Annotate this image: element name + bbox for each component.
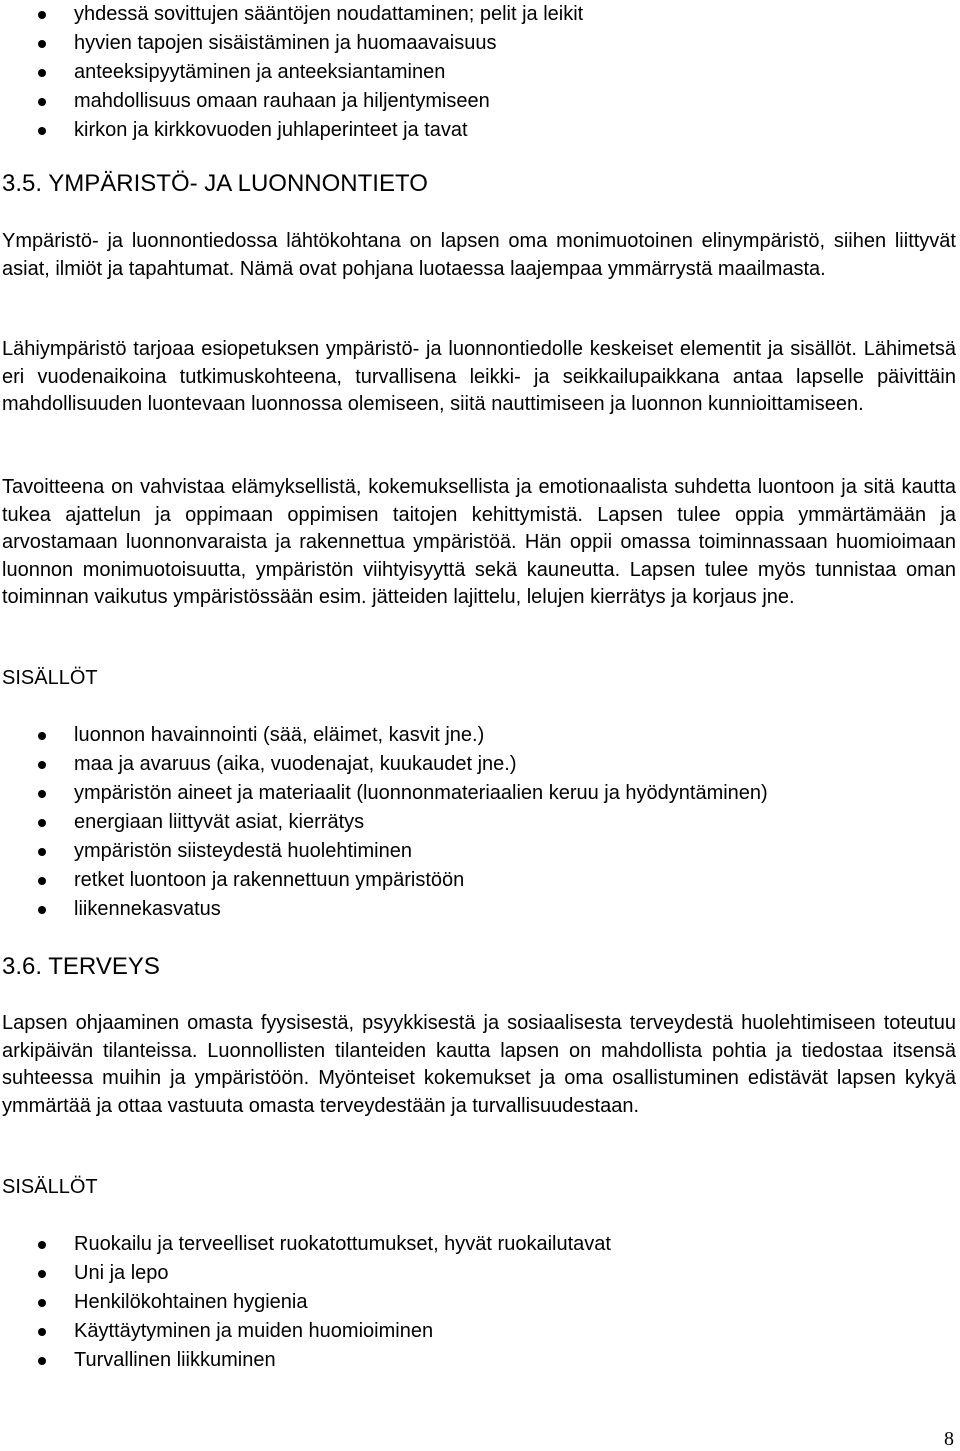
bullet-icon <box>38 69 46 77</box>
environment-contents-list <box>0 721 960 924</box>
bullet-icon <box>38 819 46 827</box>
list-item: energiaan liittyvät asiat, kierrätys <box>0 808 960 837</box>
list-item: maa ja avaruus (aika, vuodenajat, kuukaudet jne.) <box>0 750 960 779</box>
bullet-icon <box>38 848 46 856</box>
bullet-icon <box>38 127 46 135</box>
bullet-icon <box>38 877 46 885</box>
page-number: 8 <box>944 1428 954 1450</box>
paragraph: Lähiympäristö tarjoaa esiopetuksen ympäristö- ja luonnontiedolle keskeiset elementit ja sisällöt. Lähimetsä eri vuodenaikoina tutkimuskohteena, turvallisena leikki- ja seikkailupaikkana antaa lapselle päivittäin mahdollisuuden luontevaan luonnossa olemiseen, siitä nauttimiseen ja luonnon kunnioittamiseen. <box>2 338 956 416</box>
list-item: Uni ja lepo <box>0 1259 960 1288</box>
bullet-icon <box>38 1270 46 1278</box>
bullet-icon <box>38 11 46 19</box>
bullet-icon <box>38 40 46 48</box>
bullet-icon <box>38 98 46 106</box>
section-heading-3-6: 3.6. TERVEYS <box>2 953 160 980</box>
list-item: kirkon ja kirkkovuoden juhlaperinteet ja tavat <box>0 116 960 145</box>
values-list <box>0 0 960 145</box>
list-item: ympäristön aineet ja materiaalit (luonnonmateriaalien keruu ja hyödyntäminen) <box>0 779 960 808</box>
list-item: yhdessä sovittujen sääntöjen noudattaminen; pelit ja leikit <box>0 0 960 29</box>
list-item: Ruokailu ja terveelliset ruokatottumukset, hyvät ruokailutavat <box>0 1230 960 1259</box>
list-item: Turvallinen liikkuminen <box>0 1346 960 1375</box>
health-contents-list <box>0 1230 960 1375</box>
list-item: liikennekasvatus <box>0 895 960 924</box>
list-item: Käyttäytyminen ja muiden huomioiminen <box>0 1317 960 1346</box>
bullet-icon <box>38 1328 46 1336</box>
paragraph: Ympäristö- ja luonnontiedossa lähtökohtana on lapsen oma monimuotoinen elinympäristö, siihen liittyvät asiat, ilmiöt ja tapahtumat. Nämä ovat pohjana luotaessa laajempaa ymmärrystä maailmasta. <box>2 230 956 280</box>
list-item: anteeksipyytäminen ja anteeksiantaminen <box>0 58 960 87</box>
list-item: Henkilökohtainen hygienia <box>0 1288 960 1317</box>
paragraph: Tavoitteena on vahvistaa elämyksellistä, kokemuksellista ja emotionaalista suhdetta luontoon ja sitä kautta tukea ajattelun ja oppimaan oppimisen taitojen kehittymistä. Lapsen tulee oppia ymmärtämään ja arvostamaan luonnonvaraista ja rakennettua ympäristöä. Hän oppii omassa toiminnassaan huomioimaan luonnon monimuotoisuutta, ympäristön viihtyisyyttä sekä kauneutta. Lapsen tulee myös tunnistaa oman toiminnan vaikutus ympäristössään esim. jätteiden lajittelu, lelujen kierrätys ja korjaus jne. <box>2 476 957 609</box>
paragraph: Lapsen ohjaaminen omasta fyysisestä, psyykkisestä ja sosiaalisesta terveydestä huolehtimiseen toteutuu arkipäivän tilanteissa. Luonnollisten tilanteiden kautta lapsen on mahdollista pohtia ja tiedostaa itsensä suhteessa muihin ja ympäristöön. Myönteiset kokemukset ja oma osallistuminen edistävät lapsen kykyä ymmärtää ja ottaa vastuuta omasta terveydestään ja turvallisuudestaan. <box>2 1012 956 1117</box>
contents-subheading: SISÄLLÖT <box>2 667 98 689</box>
section-heading-3-5: 3.5. YMPÄRISTÖ- JA LUONNONTIETO <box>2 170 428 197</box>
list-item: luonnon havainnointi (sää, eläimet, kasvit jne.) <box>0 721 960 750</box>
bullet-icon <box>38 1357 46 1365</box>
bullet-icon <box>38 761 46 769</box>
bullet-icon <box>38 1299 46 1307</box>
list-item: retket luontoon ja rakennettuun ympäristöön <box>0 866 960 895</box>
list-item: mahdollisuus omaan rauhaan ja hiljentymiseen <box>0 87 960 116</box>
bullet-icon <box>38 1241 46 1249</box>
contents-subheading: SISÄLLÖT <box>2 1176 98 1198</box>
bullet-icon <box>38 906 46 914</box>
bullet-icon <box>38 732 46 740</box>
list-item: ympäristön siisteydestä huolehtiminen <box>0 837 960 866</box>
bullet-icon <box>38 790 46 798</box>
list-item: hyvien tapojen sisäistäminen ja huomaavaisuus <box>0 29 960 58</box>
